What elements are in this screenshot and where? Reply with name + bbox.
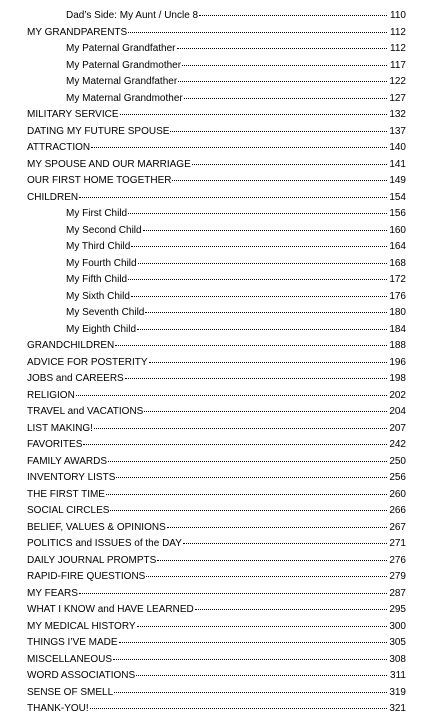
toc-entry — [0, 685, 427, 702]
toc-entry-page-number: 132 — [389, 109, 406, 120]
toc-dot-leader — [120, 113, 387, 115]
toc-entry-title: INVENTORY LISTS — [27, 472, 116, 483]
toc-entry-page-number: 321 — [389, 703, 406, 714]
toc-entry-title: SOCIAL CIRCLES — [27, 505, 110, 516]
toc-entry-page-number: 184 — [389, 323, 406, 335]
toc-entry-page-number: 279 — [389, 571, 406, 582]
toc-dot-leader — [119, 641, 387, 643]
toc-entry — [0, 421, 427, 438]
toc-entry-title: Dad’s Side: My Aunt / Uncle 8 — [66, 10, 199, 21]
toc-dot-leader — [195, 608, 387, 610]
toc-entry-title: JOBS and CAREERS — [27, 373, 124, 384]
toc-dot-leader — [131, 295, 387, 297]
toc-entry-page-number: 266 — [389, 505, 406, 516]
toc-dot-leader — [90, 707, 387, 709]
toc-entry — [0, 355, 427, 372]
toc-entry — [0, 140, 427, 157]
toc-entry-page-number: 149 — [389, 175, 406, 186]
toc-entry — [0, 74, 427, 91]
toc-dot-leader — [145, 311, 387, 313]
toc-entry — [0, 652, 427, 669]
toc-dot-leader — [167, 526, 387, 528]
toc-entry-page-number: 196 — [389, 356, 406, 368]
toc-entry — [0, 569, 427, 586]
toc-entry-title: MISCELLANEOUS — [27, 653, 113, 665]
toc-entry-page-number: 198 — [389, 373, 406, 384]
toc-entry-title: THANK-YOU! — [27, 703, 89, 714]
toc-dot-leader — [138, 262, 387, 264]
toc-entry — [0, 454, 427, 471]
toc-dot-leader — [79, 592, 387, 594]
toc-entry-page-number: 110 — [390, 10, 406, 21]
toc-entry-title: THINGS I’VE MADE — [27, 637, 118, 648]
toc-dot-leader — [83, 443, 387, 445]
toc-dot-leader — [131, 245, 387, 247]
toc-dot-leader — [178, 80, 387, 82]
toc-entry-page-number: 202 — [389, 389, 406, 401]
toc-dot-leader — [143, 229, 387, 231]
toc-entry-page-number: 267 — [389, 521, 406, 533]
toc-entry-page-number: 180 — [389, 307, 406, 318]
toc-entry-title: BELIEF, VALUES & OPINIONS — [27, 521, 166, 533]
toc-entry-page-number: 168 — [389, 257, 406, 269]
toc-dot-leader — [177, 47, 388, 49]
toc-entry — [0, 404, 427, 421]
toc-entry-title: My Maternal Grandfather — [66, 76, 178, 87]
toc-dot-leader — [144, 410, 387, 412]
toc-entry-title: MY FEARS — [27, 587, 78, 599]
toc-dot-leader — [146, 575, 387, 577]
toc-entry — [0, 701, 427, 718]
toc-entry-page-number: 271 — [389, 538, 406, 549]
toc-entry — [0, 239, 427, 256]
toc-entry — [0, 272, 427, 289]
toc-entry-title: TRAVEL and VACATIONS — [27, 406, 144, 417]
toc-dot-leader — [182, 64, 387, 66]
toc-entry-title: MY SPOUSE AND OUR MARRIAGE — [27, 158, 191, 170]
toc-entry — [0, 503, 427, 520]
toc-entry-title: FAMILY AWARDS — [27, 455, 108, 467]
toc-entry-title: CHILDREN — [27, 191, 79, 203]
toc-dot-leader — [149, 361, 387, 363]
toc-entry-page-number: 117 — [390, 59, 406, 71]
toc-entry — [0, 305, 427, 322]
toc-entry-title: My Paternal Grandmother — [66, 59, 182, 71]
toc-entry-page-number: 287 — [389, 587, 406, 599]
toc-dot-leader — [137, 328, 387, 330]
toc-entry-title: WHAT I KNOW and HAVE LEARNED — [27, 604, 194, 615]
toc-dot-leader — [116, 476, 387, 478]
toc-entry — [0, 107, 427, 124]
toc-entry — [0, 586, 427, 603]
toc-entry-page-number: 207 — [389, 422, 406, 434]
toc-entry-page-number: 176 — [389, 290, 406, 302]
toc-entry-title: My Second Child — [66, 224, 142, 236]
toc-dot-leader — [128, 212, 387, 214]
toc-dot-leader — [110, 509, 387, 511]
toc-entry — [0, 470, 427, 487]
toc-entry-page-number: 188 — [389, 340, 406, 351]
toc-dot-leader — [183, 542, 387, 544]
toc-dot-leader — [94, 427, 387, 429]
toc-entry-page-number: 127 — [389, 92, 406, 104]
toc-entry — [0, 289, 427, 306]
toc-dot-leader — [108, 460, 387, 462]
toc-entry-page-number: 112 — [390, 26, 406, 38]
toc-entry-title: LIST MAKING! — [27, 422, 93, 434]
toc-entry-page-number: 122 — [389, 76, 406, 87]
toc-entry — [0, 553, 427, 570]
toc-entry-page-number: 250 — [389, 455, 406, 467]
toc-entry-page-number: 256 — [389, 472, 406, 483]
toc-entry-page-number: 140 — [389, 142, 406, 153]
toc-entry — [0, 124, 427, 141]
toc-entry-title: MILITARY SERVICE — [27, 109, 119, 120]
toc-entry-page-number: 112 — [390, 43, 406, 54]
toc-dot-leader — [91, 146, 387, 148]
toc-dot-leader — [115, 344, 387, 346]
toc-entry — [0, 371, 427, 388]
toc-entry-page-number: 164 — [389, 241, 406, 252]
toc-entry — [0, 41, 427, 58]
table-of-contents — [0, 8, 427, 718]
toc-entry — [0, 58, 427, 75]
toc-dot-leader — [114, 691, 387, 693]
toc-entry — [0, 157, 427, 174]
toc-entry — [0, 338, 427, 355]
toc-entry-page-number: 242 — [389, 439, 406, 450]
toc-entry-page-number: 300 — [389, 620, 406, 632]
toc-entry-title: DAILY JOURNAL PROMPTS — [27, 554, 157, 566]
toc-dot-leader — [125, 377, 387, 379]
toc-entry-title: GRANDCHILDREN — [27, 340, 115, 351]
toc-entry-title: My Paternal Grandfather — [66, 43, 176, 54]
toc-entry-page-number: 260 — [389, 488, 406, 500]
toc-dot-leader — [128, 31, 387, 33]
toc-entry-title: My Maternal Grandmother — [66, 92, 183, 104]
toc-entry-title: My Fourth Child — [66, 257, 137, 269]
toc-entry — [0, 619, 427, 636]
toc-entry-title: ADVICE FOR POSTERITY — [27, 356, 148, 368]
toc-dot-leader — [136, 674, 387, 676]
toc-dot-leader — [184, 97, 387, 99]
toc-entry-page-number: 308 — [389, 653, 406, 665]
toc-entry-page-number: 311 — [390, 670, 406, 681]
toc-entry — [0, 173, 427, 190]
toc-entry-title: OUR FIRST HOME TOGETHER — [27, 175, 172, 186]
toc-entry-title: My Third Child — [66, 241, 131, 252]
toc-entry — [0, 437, 427, 454]
toc-entry-title: FAVORITES — [27, 439, 83, 450]
toc-entry-title: WORD ASSOCIATIONS — [27, 670, 136, 681]
toc-dot-leader — [199, 14, 387, 16]
toc-entry-title: POLITICS and ISSUES of the DAY — [27, 538, 182, 549]
toc-dot-leader — [106, 493, 387, 495]
toc-entry — [0, 668, 427, 685]
toc-entry-title: MY MEDICAL HISTORY — [27, 620, 136, 632]
toc-entry-page-number: 305 — [389, 637, 406, 648]
toc-dot-leader — [76, 394, 387, 396]
toc-entry-title: My Sixth Child — [66, 290, 130, 302]
toc-entry-page-number: 141 — [389, 158, 406, 170]
toc-entry — [0, 8, 427, 25]
toc-entry-title: SENSE OF SMELL — [27, 686, 114, 698]
toc-entry-title: DATING MY FUTURE SPOUSE — [27, 125, 170, 137]
toc-entry-title: My Seventh Child — [66, 307, 145, 318]
toc-entry — [0, 206, 427, 223]
toc-dot-leader — [170, 130, 387, 132]
toc-dot-leader — [157, 559, 387, 561]
toc-entry-page-number: 160 — [389, 224, 406, 236]
toc-entry — [0, 487, 427, 504]
toc-entry-title: RAPID-FIRE QUESTIONS — [27, 571, 146, 582]
toc-entry-title: ATTRACTION — [27, 142, 91, 153]
toc-entry-title: My Eighth Child — [66, 323, 137, 335]
toc-entry — [0, 536, 427, 553]
toc-entry — [0, 602, 427, 619]
toc-entry-page-number: 276 — [389, 554, 406, 566]
toc-dot-leader — [113, 658, 387, 660]
toc-entry-page-number: 295 — [389, 604, 406, 615]
toc-entry — [0, 520, 427, 537]
toc-dot-leader — [128, 278, 387, 280]
toc-entry-title: My Fifth Child — [66, 274, 128, 285]
toc-entry-title: RELIGION — [27, 389, 75, 401]
toc-dot-leader — [79, 196, 387, 198]
toc-entry — [0, 25, 427, 42]
toc-entry-page-number: 156 — [389, 208, 406, 219]
toc-entry-page-number: 172 — [389, 274, 406, 285]
toc-entry — [0, 388, 427, 405]
toc-entry — [0, 635, 427, 652]
toc-entry — [0, 190, 427, 207]
toc-dot-leader — [192, 163, 387, 165]
toc-entry-title: MY GRANDPARENTS — [27, 26, 128, 38]
toc-entry-page-number: 204 — [389, 406, 406, 417]
toc-entry-page-number: 319 — [389, 686, 406, 698]
toc-entry-page-number: 137 — [389, 125, 406, 137]
toc-dot-leader — [172, 179, 387, 181]
toc-entry-page-number: 154 — [389, 191, 406, 203]
toc-entry — [0, 91, 427, 108]
toc-dot-leader — [137, 625, 387, 627]
toc-entry-title: My First Child — [66, 208, 128, 219]
toc-entry — [0, 223, 427, 240]
toc-entry-title: THE FIRST TIME — [27, 488, 105, 500]
toc-entry — [0, 256, 427, 273]
toc-entry — [0, 322, 427, 339]
